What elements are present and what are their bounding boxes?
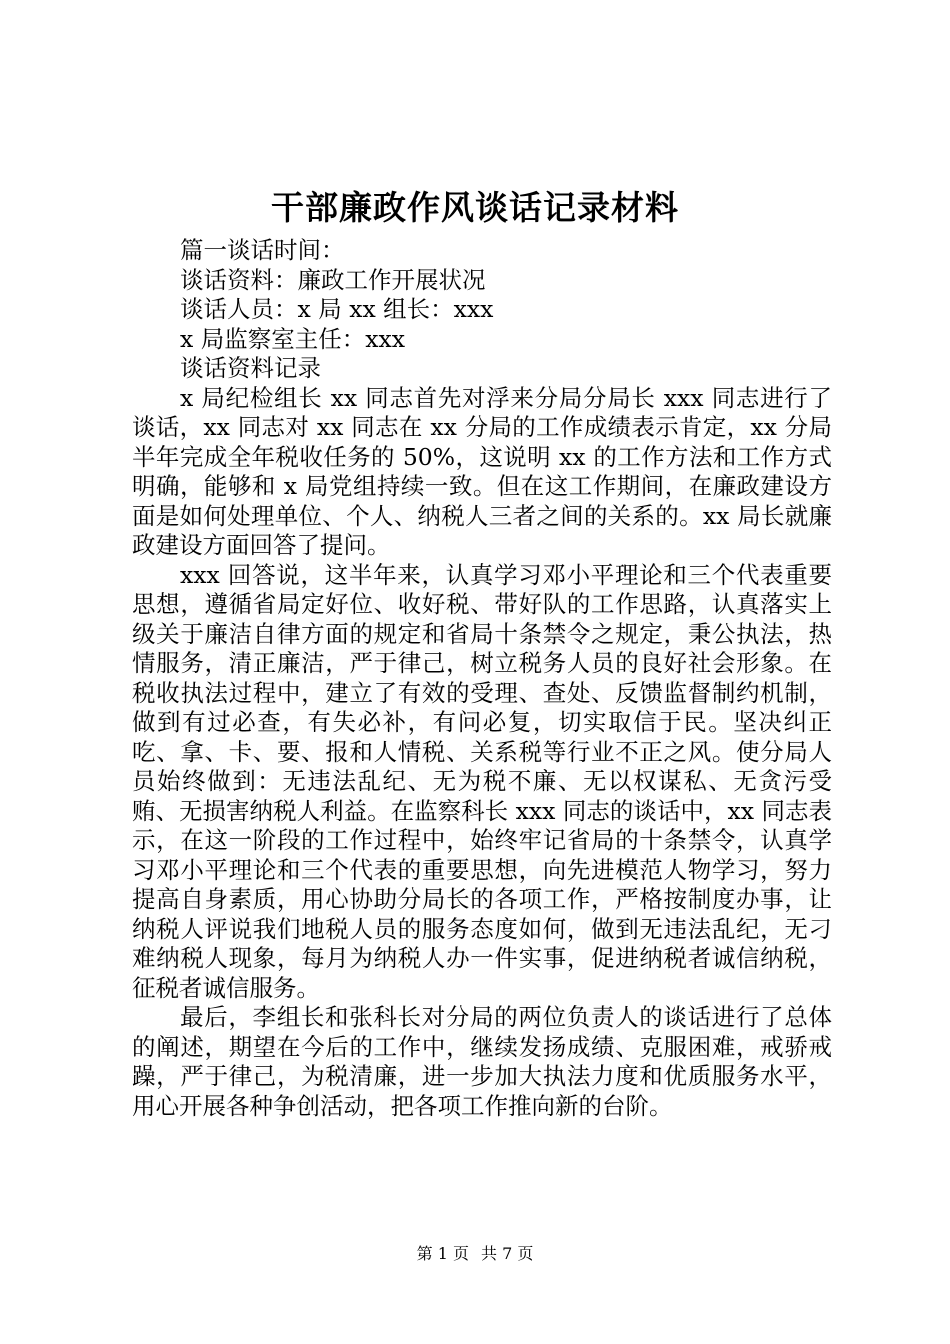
paragraph-1 xyxy=(132,384,832,561)
header-line-record-heading: 谈话资料记录 xyxy=(180,354,321,382)
paragraph-2 xyxy=(132,561,832,1004)
document-body xyxy=(132,236,832,1121)
document-title: 干部廉政作风谈话记录材料 xyxy=(271,188,679,227)
header-line-supervision-director: x 局监察室主任：xxx xyxy=(180,324,405,353)
header-line-talk-time: 篇一谈话时间： xyxy=(180,236,345,264)
paragraph-3 xyxy=(132,1003,832,1121)
paragraph-text: xxx 回答说，这半年来，认真学习邓小平理论和三个代表重要思想，遵循省局定好位、收好税、带好队的工作思路，认真落实上级关于廉洁自律方面的规定和省局十条禁令之规定，秉公执法，热情服务，清正廉洁，严于律己，树立税务人员的良好社会形象。在税收执法过程中，建立了有效的受理、查处、反馈监督制约机制，做到有过必查，有失必补，有问必复，切实取信于民。坚决纠正吃、拿、卡、要、报和人情税、关系税等行业不正之风。使分局人员始终做到：无违法乱纪、无为税不廉、无以权谋私、无贪污受贿、无损害纳税人利益。在监察科长 xxx 同志的谈话中，xx 同志表示，在这一阶段的工作过程中，始终牢记省局的十条禁令，认真学习邓小平理论和三个代表的重要思想，向先进模范人物学习，努力提高自身素质，用心协助分局长的各项工作，严格按制度办事，让纳税人评说我们地税人员的服务态度如何，做到无违法乱纪，无刁难纳税人现象，每月为纳税人办一件实事，促进纳税者诚信纳税，征税者诚信服务。 xyxy=(132,560,832,1002)
page-total: 共 7 页 xyxy=(481,1244,534,1263)
paragraph-text: x 局纪检组长 xx 同志首先对浮来分局分局长 xxx 同志进行了谈话，xx 同志对 xx 同志在 xx 分局的工作成绩表示肯定，xx 分局半年完成全年税收任务的 50%，这说明 xx 的工作方法和工作方式明确，能够和 x 局党组持续一致。但在这工作期间，在廉政建设方面是如何处理单位、个人、纳税人三者之间的关系的。xx 局长就廉政建设方面回答了提问。 xyxy=(132,383,832,559)
page-footer xyxy=(0,1243,950,1265)
paragraph-text: 最后，李组长和张科长对分局的两位负责人的谈话进行了总体的阐述，期望在今后的工作中，继续发扬成绩、克服困难，戒骄戒躁，严于律己，为税清廉，进一步加大执法力度和优质服务水平，用心开展各种争创活动，把各项工作推向新的台阶。 xyxy=(132,1003,832,1120)
page-number: 第 1 页 xyxy=(416,1244,469,1263)
header-line-talk-persons: 谈话人员：x 局 xx 组长：xxx xyxy=(180,295,494,323)
header-line-talk-content: 谈话资料：廉政工作开展状况 xyxy=(180,265,486,294)
